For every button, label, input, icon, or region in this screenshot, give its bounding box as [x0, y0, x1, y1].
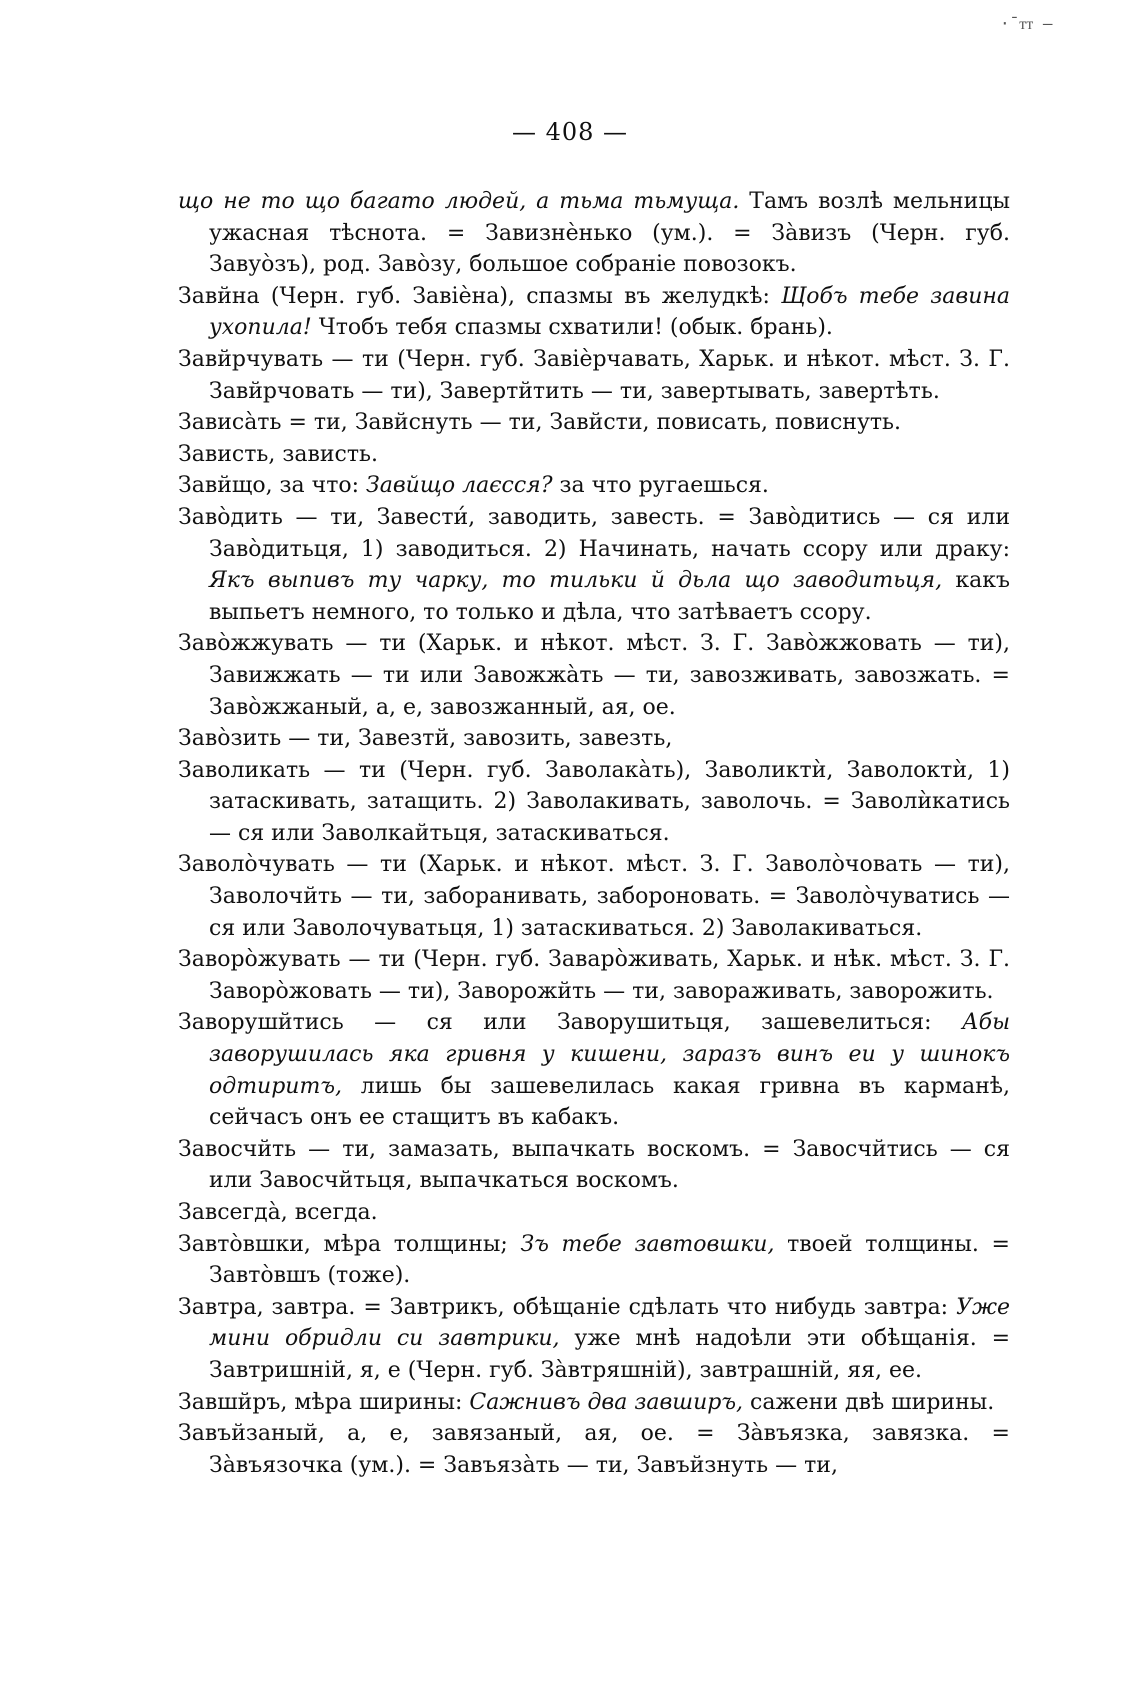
entry-text: за что ругаешься.	[552, 473, 769, 499]
page-number: — 408 —	[511, 118, 629, 146]
dictionary-entry	[178, 1197, 1010, 1229]
example-text: Зъ тебе завтовшки,	[520, 1231, 775, 1257]
entry-text: Завйщо, за что:	[178, 473, 367, 499]
entry-text: Тамъ возлѣ мельницы ужасная тѣснота. = Завизнѐнько (ум.). = Зàвизъ (Черн. губ. Завуòзъ), род. Завòзу, большое собраніе повозокъ.	[209, 189, 1011, 278]
entry-text: Чтобъ тебя спазмы схватили! (обык. брань).	[311, 315, 833, 341]
dictionary-entry	[178, 407, 1010, 439]
dictionary-entries	[178, 186, 1010, 1481]
example-text: Якъ выпивъ ту чарку, то тильки й дьла що заводитьця,	[209, 568, 943, 594]
example-text: Щобъ тебе завина ухопила!	[209, 283, 1010, 341]
dictionary-entry	[178, 1418, 1010, 1481]
entry-text: Зависть, зависть.	[178, 441, 378, 467]
entry-text: Заволикать — ти (Черн. губ. Заволакàть), Заволиктѝ, Заволоктѝ, 1) затаскивать, затащить. 2) Заволакивать, заволочь. = Заволѝкатись — ся или Заволкайтьця, затаскиваться.	[178, 757, 1010, 846]
example-text: Сажнивъ два завширъ,	[469, 1389, 744, 1415]
dictionary-entry	[178, 944, 1010, 1007]
dictionary-entry	[178, 281, 1010, 344]
dictionary-entry	[178, 470, 1010, 502]
example-text: Уже мини обридли си завтрики,	[209, 1294, 1010, 1352]
dictionary-entry	[178, 1292, 1010, 1387]
entry-text: Завйрчувать — ти (Черн. губ. Завiѐрчавать, Харьк. и нѣкот. мѣст. З. Г. Завйрчовать — ти), Завертйтить — ти, завертывать, завертѣть.	[178, 346, 1010, 404]
entry-text: Завòдить — ти, Завести́, заводить, завесть. = Завòдитись — ся или Завòдитьця, 1) заводиться. 2) Начинать, начать ссору или драку:	[178, 504, 1010, 562]
dictionary-entry	[178, 439, 1010, 471]
dictionary-entry	[178, 186, 1010, 281]
entry-text: Завшйръ, мѣра ширины:	[178, 1389, 470, 1415]
dictionary-entry	[178, 1134, 1010, 1197]
example-text: Завйщо лаєсся?	[366, 473, 553, 499]
example-text: Абы заворушилась яка гривня у кишени, заразъ винъ еи у шинокъ одтиритъ,	[209, 1010, 1010, 1099]
entry-text: уже мнѣ надоѣли эти обѣщанія. = Завтришній, я, е (Черн. губ. Зàвтряшній), завтрашній, яя, ее.	[209, 1326, 1010, 1383]
dictionary-entry	[178, 1229, 1010, 1292]
entry-text: Завосчйть — ти, замазать, выпачкать воскомъ. = Завосчйтись — ся или Завосчйтьця, выпачкаться воскомъ.	[178, 1136, 1010, 1194]
entry-text: лишь бы зашевелилась какая гривна въ карманѣ, сейчасъ онъ ее стащитъ въ кабакъ.	[209, 1073, 1010, 1131]
example-text: що не то що багато людей, а тьма тьмуща.	[178, 189, 740, 214]
dictionary-entry	[178, 723, 1010, 755]
entry-text: Заворушйтись — ся или Заворушитьця, зашевелиться:	[178, 1010, 962, 1036]
dictionary-entry	[178, 1387, 1010, 1419]
entry-text: Завòжжувать — ти (Харьк. и нѣкот. мѣст. З. Г. Завòжжовать — ти), Завижжать — ти или Завожжàть — ти, завозживать, завозжать. = Завòжжаный, а, е, завозжанный, ая, ое.	[178, 631, 1010, 720]
entry-text: Заволòчувать — ти (Харьк. и нѣкот. мѣст. З. Г. Заволòчовать — ти), Заволочйть — ти, заборанивать, забороновать. = Заволòчуватись — ся или Заволочуватьця, 1) затаскиваться. 2) Заволакиваться.	[178, 852, 1010, 941]
corner-mark: ·ˉᴛᴛ ‒	[1000, 14, 1053, 33]
entry-text: Завтòвшки, мѣра толщины;	[178, 1231, 521, 1257]
entry-text: сажени двѣ ширины.	[743, 1389, 995, 1415]
entry-text: твоей толщины. = Завтòвшъ (тоже).	[209, 1231, 1010, 1289]
dictionary-entry	[178, 849, 1010, 944]
entry-text: Зависàть = ти, Завйснуть — ти, Завйсти, повисать, повиснуть.	[178, 410, 902, 436]
entry-text: Завсегдà, всегда.	[178, 1200, 378, 1225]
dictionary-entry	[178, 628, 1010, 723]
entry-text: Завъйзаный, а, е, завязаный, ая, ое. = Зàвъязка, завязка. = Зàвъязочка (ум.). = Завъязàть — ти, Завъйзнуть — ти,	[178, 1421, 1010, 1478]
entry-text: Завйна (Черн. губ. Завiѐна), спазмы въ желудкѣ:	[178, 283, 782, 309]
entry-text: Завтра, завтра. = Завтрикъ, обѣщаніе сдѣлать что нибудь завтра:	[178, 1294, 957, 1320]
entry-text: Завòзить — ти, Завезтй, завозить, завезть,	[178, 726, 673, 752]
dictionary-entry	[178, 755, 1010, 850]
dictionary-entry	[178, 1007, 1010, 1133]
entry-text: Заворòжувать — ти (Черн. губ. Заварòживать, Харьк. и нѣк. мѣст. З. Г. Заворòжовать — ти), Заворожйть — ти, завораживать, заворожить.	[178, 947, 1010, 1004]
dictionary-entry	[178, 344, 1010, 407]
entry-text: какъ выпьетъ немного, то только и дѣла, что затѣваетъ ссору.	[209, 568, 1011, 625]
dictionary-entry	[178, 502, 1010, 628]
